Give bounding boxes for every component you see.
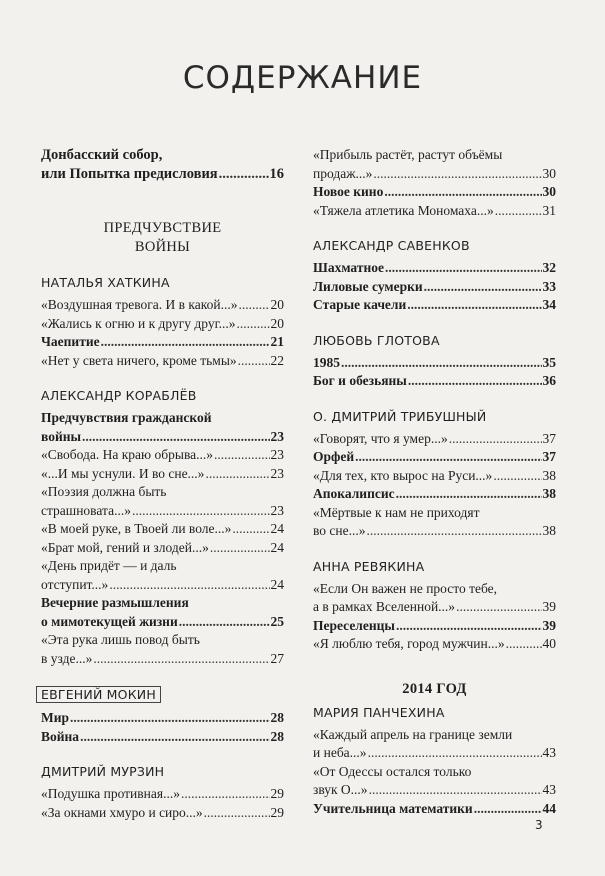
dot-leader xyxy=(219,165,269,184)
entry-title: и неба...» xyxy=(313,745,367,760)
toc-right-column xyxy=(313,146,556,818)
entry-page: 34 xyxy=(542,297,556,312)
dot-leader xyxy=(456,598,541,617)
author-entries xyxy=(313,430,556,541)
dot-leader xyxy=(181,785,270,804)
author-entries xyxy=(313,580,556,654)
toc-entry[interactable] xyxy=(41,709,284,728)
entry-page: 24 xyxy=(270,521,284,536)
toc-entry-intro[interactable] xyxy=(41,146,284,183)
toc-entry[interactable] xyxy=(41,483,284,520)
dot-leader xyxy=(80,728,269,747)
dot-leader xyxy=(232,520,269,539)
toc-entry[interactable] xyxy=(313,800,556,819)
entry-page: 36 xyxy=(542,373,556,388)
author-entries xyxy=(313,354,556,391)
entry-title: «Свобода. На краю обрыва...» xyxy=(41,447,214,462)
entry-title: Чаепитие xyxy=(41,334,100,349)
entry-page: 25 xyxy=(270,613,284,629)
dot-leader xyxy=(355,448,541,467)
dot-leader xyxy=(204,804,270,823)
toc-entry[interactable] xyxy=(41,315,284,334)
dot-leader xyxy=(367,522,542,541)
entry-page: 30 xyxy=(542,165,556,181)
entry-title: «За окнами хмуро и сиро...» xyxy=(41,804,203,820)
entry-line: «Мёртвые к нам не приходят xyxy=(313,504,480,520)
entry-title: во сне...» xyxy=(313,523,366,538)
toc-entry[interactable] xyxy=(313,372,556,391)
dot-leader xyxy=(384,183,541,202)
toc-entry[interactable] xyxy=(313,448,556,467)
dot-leader xyxy=(506,635,542,654)
entry-page: 21 xyxy=(270,334,284,349)
entry-page: 28 xyxy=(270,710,284,725)
entry-title: «Жались к огню и к другу друг...» xyxy=(41,315,236,331)
toc-entry[interactable] xyxy=(313,485,556,504)
entry-page: 23 xyxy=(270,502,284,518)
entry-title: «Тяжела атлетика Мономаха...» xyxy=(313,202,494,218)
toc-entry[interactable] xyxy=(313,183,556,202)
entry-title: «Брат мой, гений и злодей...» xyxy=(41,539,209,555)
author-name-highlighted xyxy=(41,686,284,703)
author-name: МАРИЯ ПАНЧЕХИНА xyxy=(313,704,445,720)
toc-entry[interactable] xyxy=(41,557,284,594)
dot-leader xyxy=(210,539,270,558)
author-entries xyxy=(41,785,284,822)
entry-page: 38 xyxy=(542,523,556,538)
dot-leader xyxy=(373,165,541,184)
author-name: О. ДМИТРИЙ ТРИБУШНЫЙ xyxy=(313,408,487,424)
entry-page: 20 xyxy=(270,315,284,331)
toc-entry[interactable] xyxy=(313,467,556,486)
dot-leader xyxy=(341,354,542,373)
dot-leader xyxy=(82,428,269,447)
entry-line: или Попытка предисловия xyxy=(41,165,218,182)
dot-leader xyxy=(238,352,270,371)
entry-line: «День придёт — и даль xyxy=(41,558,177,573)
author-entries xyxy=(41,296,284,370)
dot-leader xyxy=(238,296,269,315)
entry-title: а в рамках Вселенной...» xyxy=(313,599,456,614)
author-entries xyxy=(41,409,284,668)
toc-entry[interactable] xyxy=(41,785,284,804)
entry-page: 23 xyxy=(270,447,284,462)
entry-title: о мимотекущей жизни xyxy=(41,613,178,629)
entry-page: 38 xyxy=(542,467,556,483)
entry-title: войны xyxy=(41,428,82,444)
dot-leader xyxy=(396,617,542,636)
dot-leader xyxy=(424,278,542,297)
toc-entry[interactable] xyxy=(41,409,284,446)
toc-entry[interactable] xyxy=(313,617,556,636)
entry-title: продаж...» xyxy=(313,165,373,181)
entry-title: звук О...» xyxy=(313,782,368,797)
entry-page: 31 xyxy=(542,202,556,218)
toc-entry[interactable] xyxy=(41,594,284,631)
dot-leader xyxy=(214,446,269,465)
author-entries xyxy=(313,259,556,315)
author-name: НАТАЛЬЯ ХАТКИНА xyxy=(41,275,170,290)
toc-entry[interactable] xyxy=(41,631,284,668)
entry-page: 24 xyxy=(270,576,284,592)
entry-title: Старые качели xyxy=(313,297,407,312)
toc-entry[interactable] xyxy=(41,520,284,539)
entry-page: 43 xyxy=(542,782,556,797)
dot-leader xyxy=(93,650,269,669)
dot-leader xyxy=(474,800,542,819)
entry-title: «Нет у света ничего, кроме тьмы» xyxy=(41,352,237,368)
dot-leader xyxy=(408,372,542,391)
dot-leader xyxy=(449,430,542,449)
entry-line: «Поэзия должна быть xyxy=(41,484,167,499)
dot-leader xyxy=(495,202,542,221)
entry-page: 43 xyxy=(542,745,556,760)
entry-page: 24 xyxy=(270,539,284,555)
entry-title: Война xyxy=(41,728,80,744)
entry-title: отступит...» xyxy=(41,576,109,592)
dot-leader xyxy=(407,296,541,315)
author-entries xyxy=(313,726,556,819)
dot-leader xyxy=(109,576,269,595)
entry-line: «Эта рука лишь повод быть xyxy=(41,632,200,647)
entry-title: в узде...» xyxy=(41,650,93,666)
entry-title: «...И мы уснули. И во сне...» xyxy=(41,465,205,481)
entry-title: «Я люблю тебя, город мужчин...» xyxy=(313,636,505,651)
toc-entry[interactable] xyxy=(41,465,284,484)
entry-page: 23 xyxy=(270,465,284,481)
entry-title: «Воздушная тревога. И в какой...» xyxy=(41,297,238,312)
toc-entry[interactable] xyxy=(41,539,284,558)
page-title: СОДЕРЖАНИЕ xyxy=(182,60,423,96)
entry-page: 37 xyxy=(542,449,556,464)
toc-entry[interactable] xyxy=(313,259,556,278)
toc-left-column xyxy=(41,146,284,822)
entry-title: Лиловые сумерки xyxy=(313,278,423,294)
dot-leader xyxy=(385,259,542,278)
toc-entry[interactable] xyxy=(313,763,556,800)
section-heading: 2014 ГОД xyxy=(402,680,467,697)
entry-page: 38 xyxy=(542,486,556,501)
entry-line: Донбасский собор, xyxy=(41,147,163,163)
entry-page: 20 xyxy=(270,297,284,312)
toc-entry[interactable] xyxy=(313,580,556,617)
dot-leader xyxy=(70,709,269,728)
entry-title: Новое кино xyxy=(313,184,384,199)
entry-title: «Подушка противная...» xyxy=(41,786,180,801)
toc-entry[interactable] xyxy=(313,296,556,315)
entry-line: «Если Он важен не просто тебе, xyxy=(313,580,498,596)
entry-title: Апокалипсис xyxy=(313,486,395,501)
dot-leader xyxy=(132,502,270,521)
entry-page: 40 xyxy=(542,636,556,651)
entry-page: 22 xyxy=(270,352,284,368)
toc-entry[interactable] xyxy=(313,726,556,763)
toc-entry[interactable] xyxy=(313,202,556,221)
entry-page: 44 xyxy=(542,800,556,816)
entry-title: «В моей руке, в Твоей ли воле...» xyxy=(41,521,232,536)
entry-line: Вечерние размышления xyxy=(41,595,189,610)
entry-title: Учительница математики xyxy=(313,800,473,816)
dot-leader xyxy=(396,485,542,504)
entry-title: «Говорят, что я умер...» xyxy=(313,430,448,446)
entry-page: 28 xyxy=(270,728,284,744)
dot-leader xyxy=(236,315,269,334)
entry-title: 1985 xyxy=(313,354,340,370)
author-name: АЛЕКСАНДР КОРАБЛЁВ xyxy=(41,388,197,403)
toc-entry[interactable] xyxy=(313,430,556,449)
entry-title: Переселенцы xyxy=(313,617,395,633)
toc-entry[interactable] xyxy=(313,146,556,183)
dot-leader xyxy=(369,781,542,800)
entry-page: 35 xyxy=(542,354,556,370)
author-name: АЛЕКСАНДР САВЕНКОВ xyxy=(313,238,470,253)
entry-page: 27 xyxy=(270,650,284,666)
author-name: ДМИТРИЙ МУРЗИН xyxy=(41,764,165,779)
entry-page: 39 xyxy=(542,617,556,633)
entry-page: 29 xyxy=(270,786,284,801)
dot-leader xyxy=(205,465,269,484)
toc-entry[interactable] xyxy=(41,804,284,823)
entry-page: 23 xyxy=(270,428,284,444)
toc-entry[interactable] xyxy=(41,352,284,371)
entry-title: Мир xyxy=(41,710,70,725)
toc-entry[interactable] xyxy=(313,635,556,654)
toc-entry[interactable] xyxy=(41,728,284,747)
dot-leader xyxy=(493,467,541,486)
author-entries xyxy=(41,709,284,746)
entry-page: 30 xyxy=(542,184,556,199)
entry-page: 33 xyxy=(542,278,556,294)
dot-leader xyxy=(179,613,270,632)
entry-page: 39 xyxy=(542,599,556,614)
entry-title: Орфей xyxy=(313,449,355,464)
entry-page: 32 xyxy=(542,260,556,275)
section-heading: ПРЕДЧУВСТВИЕ ВОЙНЫ xyxy=(103,220,222,255)
entry-line: Предчувствия гражданской xyxy=(41,410,212,425)
dot-leader xyxy=(368,744,542,763)
highlight-box: ЕВГЕНИЙ МОКИН xyxy=(36,686,161,703)
entry-page: 29 xyxy=(270,804,284,820)
entry-line: «Каждый апрель на границе земли xyxy=(313,726,513,742)
entry-title: Бог и обезьяны xyxy=(313,373,407,388)
entry-title: Шахматное xyxy=(313,260,384,275)
toc-entry[interactable] xyxy=(41,296,284,315)
author-name: ЛЮБОВЬ ГЛОТОВА xyxy=(313,332,440,348)
entry-title: «Для тех, кто вырос на Руси...» xyxy=(313,467,493,483)
toc-entry[interactable] xyxy=(41,333,284,352)
toc-entry[interactable] xyxy=(313,354,556,373)
entry-line: «От Одессы остался только xyxy=(313,763,472,779)
entry-page: 16 xyxy=(269,165,284,182)
dot-leader xyxy=(101,333,270,352)
page-number: 3 xyxy=(535,818,543,832)
toc-entry[interactable] xyxy=(313,504,556,541)
entry-line: «Прибыль растёт, растут объёмы xyxy=(313,147,503,162)
entry-title: страшновата...» xyxy=(41,502,131,518)
toc-entry[interactable] xyxy=(313,278,556,297)
author-name: АННА РЕВЯКИНА xyxy=(313,558,425,574)
toc-entry[interactable] xyxy=(41,446,284,465)
entry-page: 37 xyxy=(542,430,556,446)
